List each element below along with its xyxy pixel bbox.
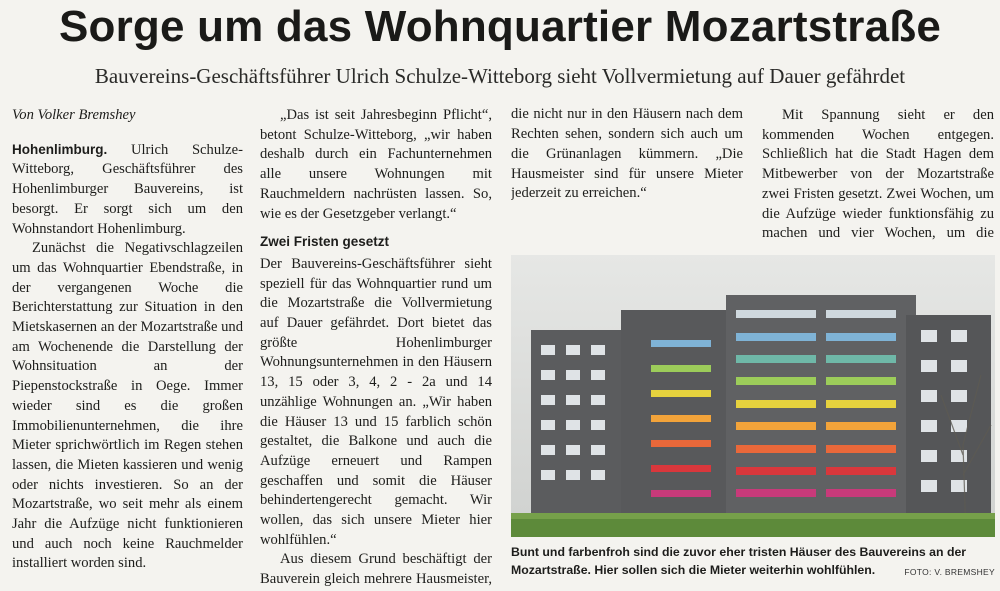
subheadline: Bauvereins-Geschäftsführer Ulrich Schulze-Witteborg sieht Vollvermietung auf Dauer gefährdet	[94, 64, 906, 88]
byline: Von Volker Bremshey	[12, 107, 136, 123]
column-3	[511, 106, 743, 246]
headline: Sorge um das Wohnquartier Mozartstraße	[58, 2, 942, 51]
column-1	[12, 106, 243, 574]
dateline: Hohenlimburg.	[12, 141, 108, 157]
paragraph-5-continued	[511, 106, 743, 204]
photo-credit: FOTO: V. BREMSHEY	[904, 567, 995, 577]
paragraph-3: „Das ist seit Jahresbeginn Pflicht“, betont Schulze-Witteborg, „wir haben deshalb durch ein Fachunternehmen alle unsere Wohnungen mit Rauchmeldern nachrüsten lassen. So, wie es der Gesetzgeber verlangt.“	[260, 107, 492, 222]
paragraph-6: Mit Spannung sieht er den kommenden Wochen entgegen. Schließlich hat die Stadt Hagen dem Mitbewerber von der Mozartstraße zwei Fristen gesetzt. Zwei Wochen, um die Aufzüge wieder funktionsfähig zu machen und vier Wochen, um die	[762, 107, 994, 242]
paragraph-5-text: Aus diesem Grund beschäftigt der Bauverein gleich mehrere Hausmeister,	[260, 551, 492, 588]
lead-paragraph	[12, 140, 243, 240]
building-illustration	[511, 255, 995, 537]
paragraph-5-overflow: die nicht nur in den Häusern nach dem Rechten sehen, sondern sich auch um die Grünanlagen kümmern. „Die Hausmeister sind für unsere Mieter jederzeit zu erreichen.“	[511, 106, 743, 202]
paragraph-4: Der Bauvereins-Geschäftsführer sieht speziell für das Wohnquartier rund um die Mozartstraße die Vollvermietung auf Dauer gefährdet. Dort bietet das größte Hohenlimburger Wohnungsunternehmen in den Häusern 13, 15 oder 3, 4, 2 - 2a und 14 unzählige Wohnungen an. „Wir haben die Häuser 13 und 15 farblich schön gestaltet, die Balkone und auch die Aufzüge erneuert und Rampen geschaffen und somit die Häuser behindertengerecht gemacht. Wir wollen, das sich unsere Mieter hier wohlfühlen.“	[260, 255, 492, 548]
paragraph-5	[260, 550, 492, 590]
paragraph-2: Zunächst die Negativschlagzeilen um das Wohnquartier Ebendstraße, in der vergangenen Woche die Berichterstattung zur Situation in den Mietskasernen an der Mozartstraße und am Wochenende die Darstellung der Wohnsituation an der Piepenstockstraße in Oege. Immer wieder sind es die großen Immobilienunternehmen, die ihre Mieter sprichwörtlich im Regen stehen lassen, die Mieten kassieren und wenig oder nichts investieren. So an der Mozartstraße, wo seit mehr als einem Jahr die Aufzüge nicht funktionieren und auch noch keine Rauchmelder installiert worden sind.	[12, 240, 243, 572]
building-photo	[511, 255, 995, 537]
subheading: Zwei Fristen gesetzt	[260, 234, 390, 250]
lead-text: Ulrich Schulze-Witteborg, Geschäftsführer des Hohenlimburger Bauvereins, ist besorgt. Er sorgt sich um den Wohnstandort Hohenlimburg.	[12, 141, 243, 237]
column-4	[762, 106, 994, 246]
photo-caption: Bunt und farbenfroh sind die zuvor eher tristen Häuser des Bauvereins an der Mozartstraße. Hier sollen sich die Mieter weiterhin wohlfühlen.	[511, 545, 967, 577]
column-2	[260, 106, 492, 590]
